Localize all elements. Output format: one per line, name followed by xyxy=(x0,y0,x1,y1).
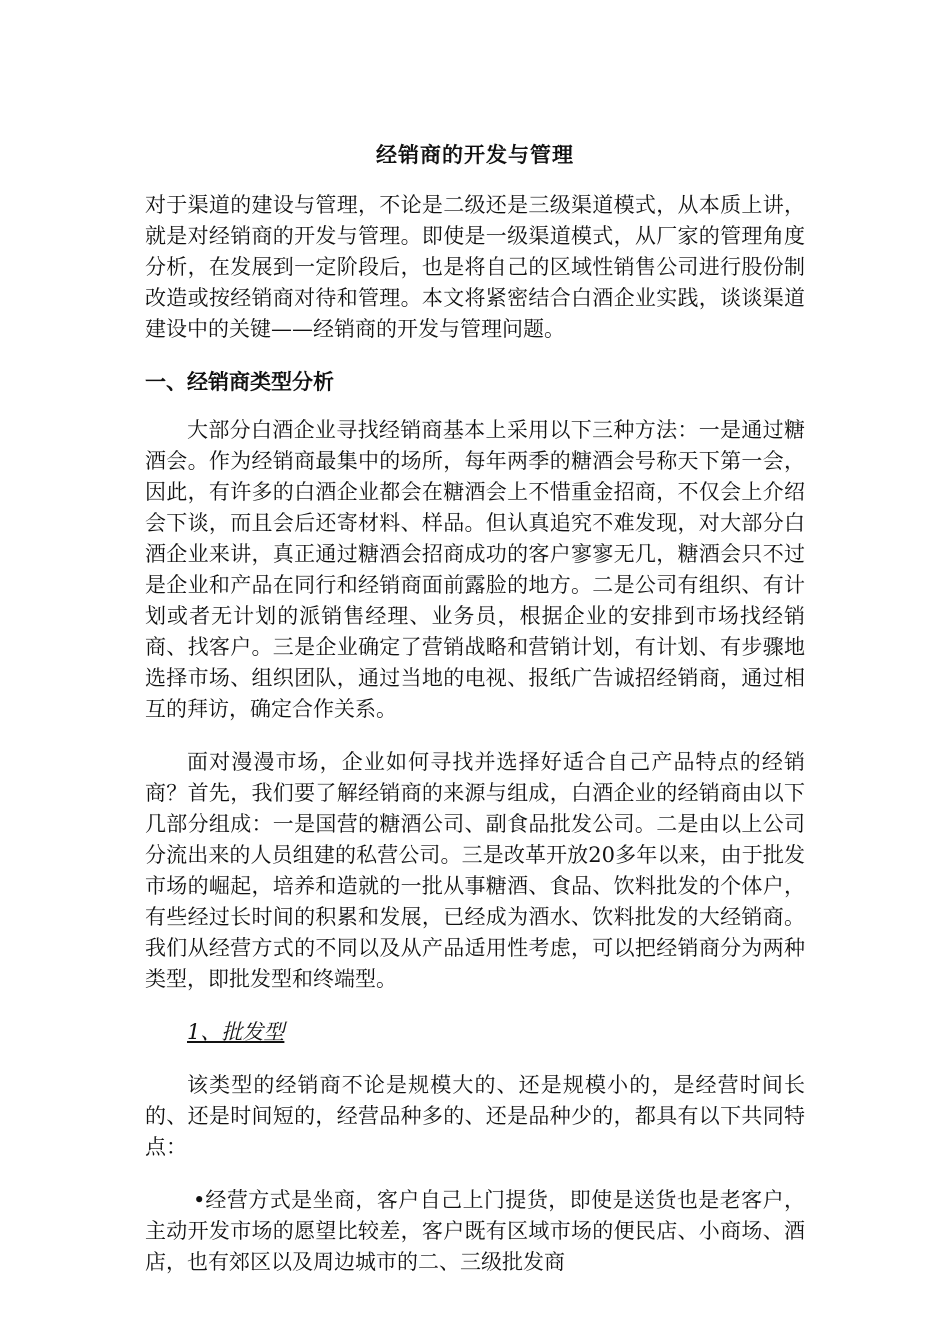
document-body xyxy=(145,140,805,1300)
subsection-heading: 1、批发型 xyxy=(187,1020,285,1044)
document-title: 经销商的开发与管理 xyxy=(376,143,574,167)
bullet-text: 经营方式是坐商，客户自己上门提货，即使是送货也是老客户，主动开发市场的愿望比较差，客户既有区域市场的便民店、小商场、酒店，也有郊区以及周边城市的二、三级批发商 xyxy=(145,1188,805,1274)
intro-paragraph: 对于渠道的建设与管理，不论是二级还是三级渠道模式，从本质上讲，就是对经销商的开发与管理。即使是一级渠道模式，从厂家的管理角度分析，在发展到一定阶段后，也是将自己的区域性销售公司进行股份制改造或按经销商对待和管理。本文将紧密结合白酒企业实践，谈谈渠道建设中的关键——经销商的开发与管理问题。 xyxy=(145,193,805,341)
bullet-paragraph xyxy=(145,1185,805,1278)
body-paragraph: 面对漫漫市场，企业如何寻找并选择好适合自己产品特点的经销商？首先，我们要了解经销商的来源与组成，白酒企业的经销商由以下几部分组成：一是国营的糖酒公司、副食品批发公司。二是由以上公司分流出来的人员组建的私营公司。三是改革开放20多年以来，由于批发市场的崛起，培养和造就的一批从事糖酒、食品、饮料批发的个体户，有些经过长时间的积累和发展，已经成为酒水、饮料批发的大经销商。我们从经营方式的不同以及从产品适用性考虑，可以把经销商分为两种类型，即批发型和终端型。 xyxy=(145,750,805,991)
body-paragraph: 大部分白酒企业寻找经销商基本上采用以下三种方法：一是通过糖酒会。作为经销商最集中的场所，每年两季的糖酒会号称天下第一会，因此，有许多的白酒企业都会在糖酒会上不惜重金招商，不仅会上介绍会下谈，而且会后还寄材料、样品。但认真追究不难发现，对大部分白酒企业来讲，真正通过糖酒会招商成功的客户寥寥无几，糖酒会只不过是企业和产品在同行和经销商面前露脸的地方。二是公司有组织、有计划或者无计划的派销售经理、业务员，根据企业的安排到市场找经销商、找客户。三是企业确定了营销战略和营销计划，有计划、有步骤地选择市场、组织团队，通过当地的电视、报纸广告诚招经销商，通过相互的拜访，确定合作关系。 xyxy=(145,418,805,721)
bullet-icon: • xyxy=(193,1188,206,1212)
section-heading: 一、经销商类型分析 xyxy=(145,370,334,394)
body-paragraph: 该类型的经销商不论是规模大的、还是规模小的，是经营时间长的、还是时间短的，经营品种多的、还是品种少的，都具有以下共同特点： xyxy=(145,1073,805,1159)
